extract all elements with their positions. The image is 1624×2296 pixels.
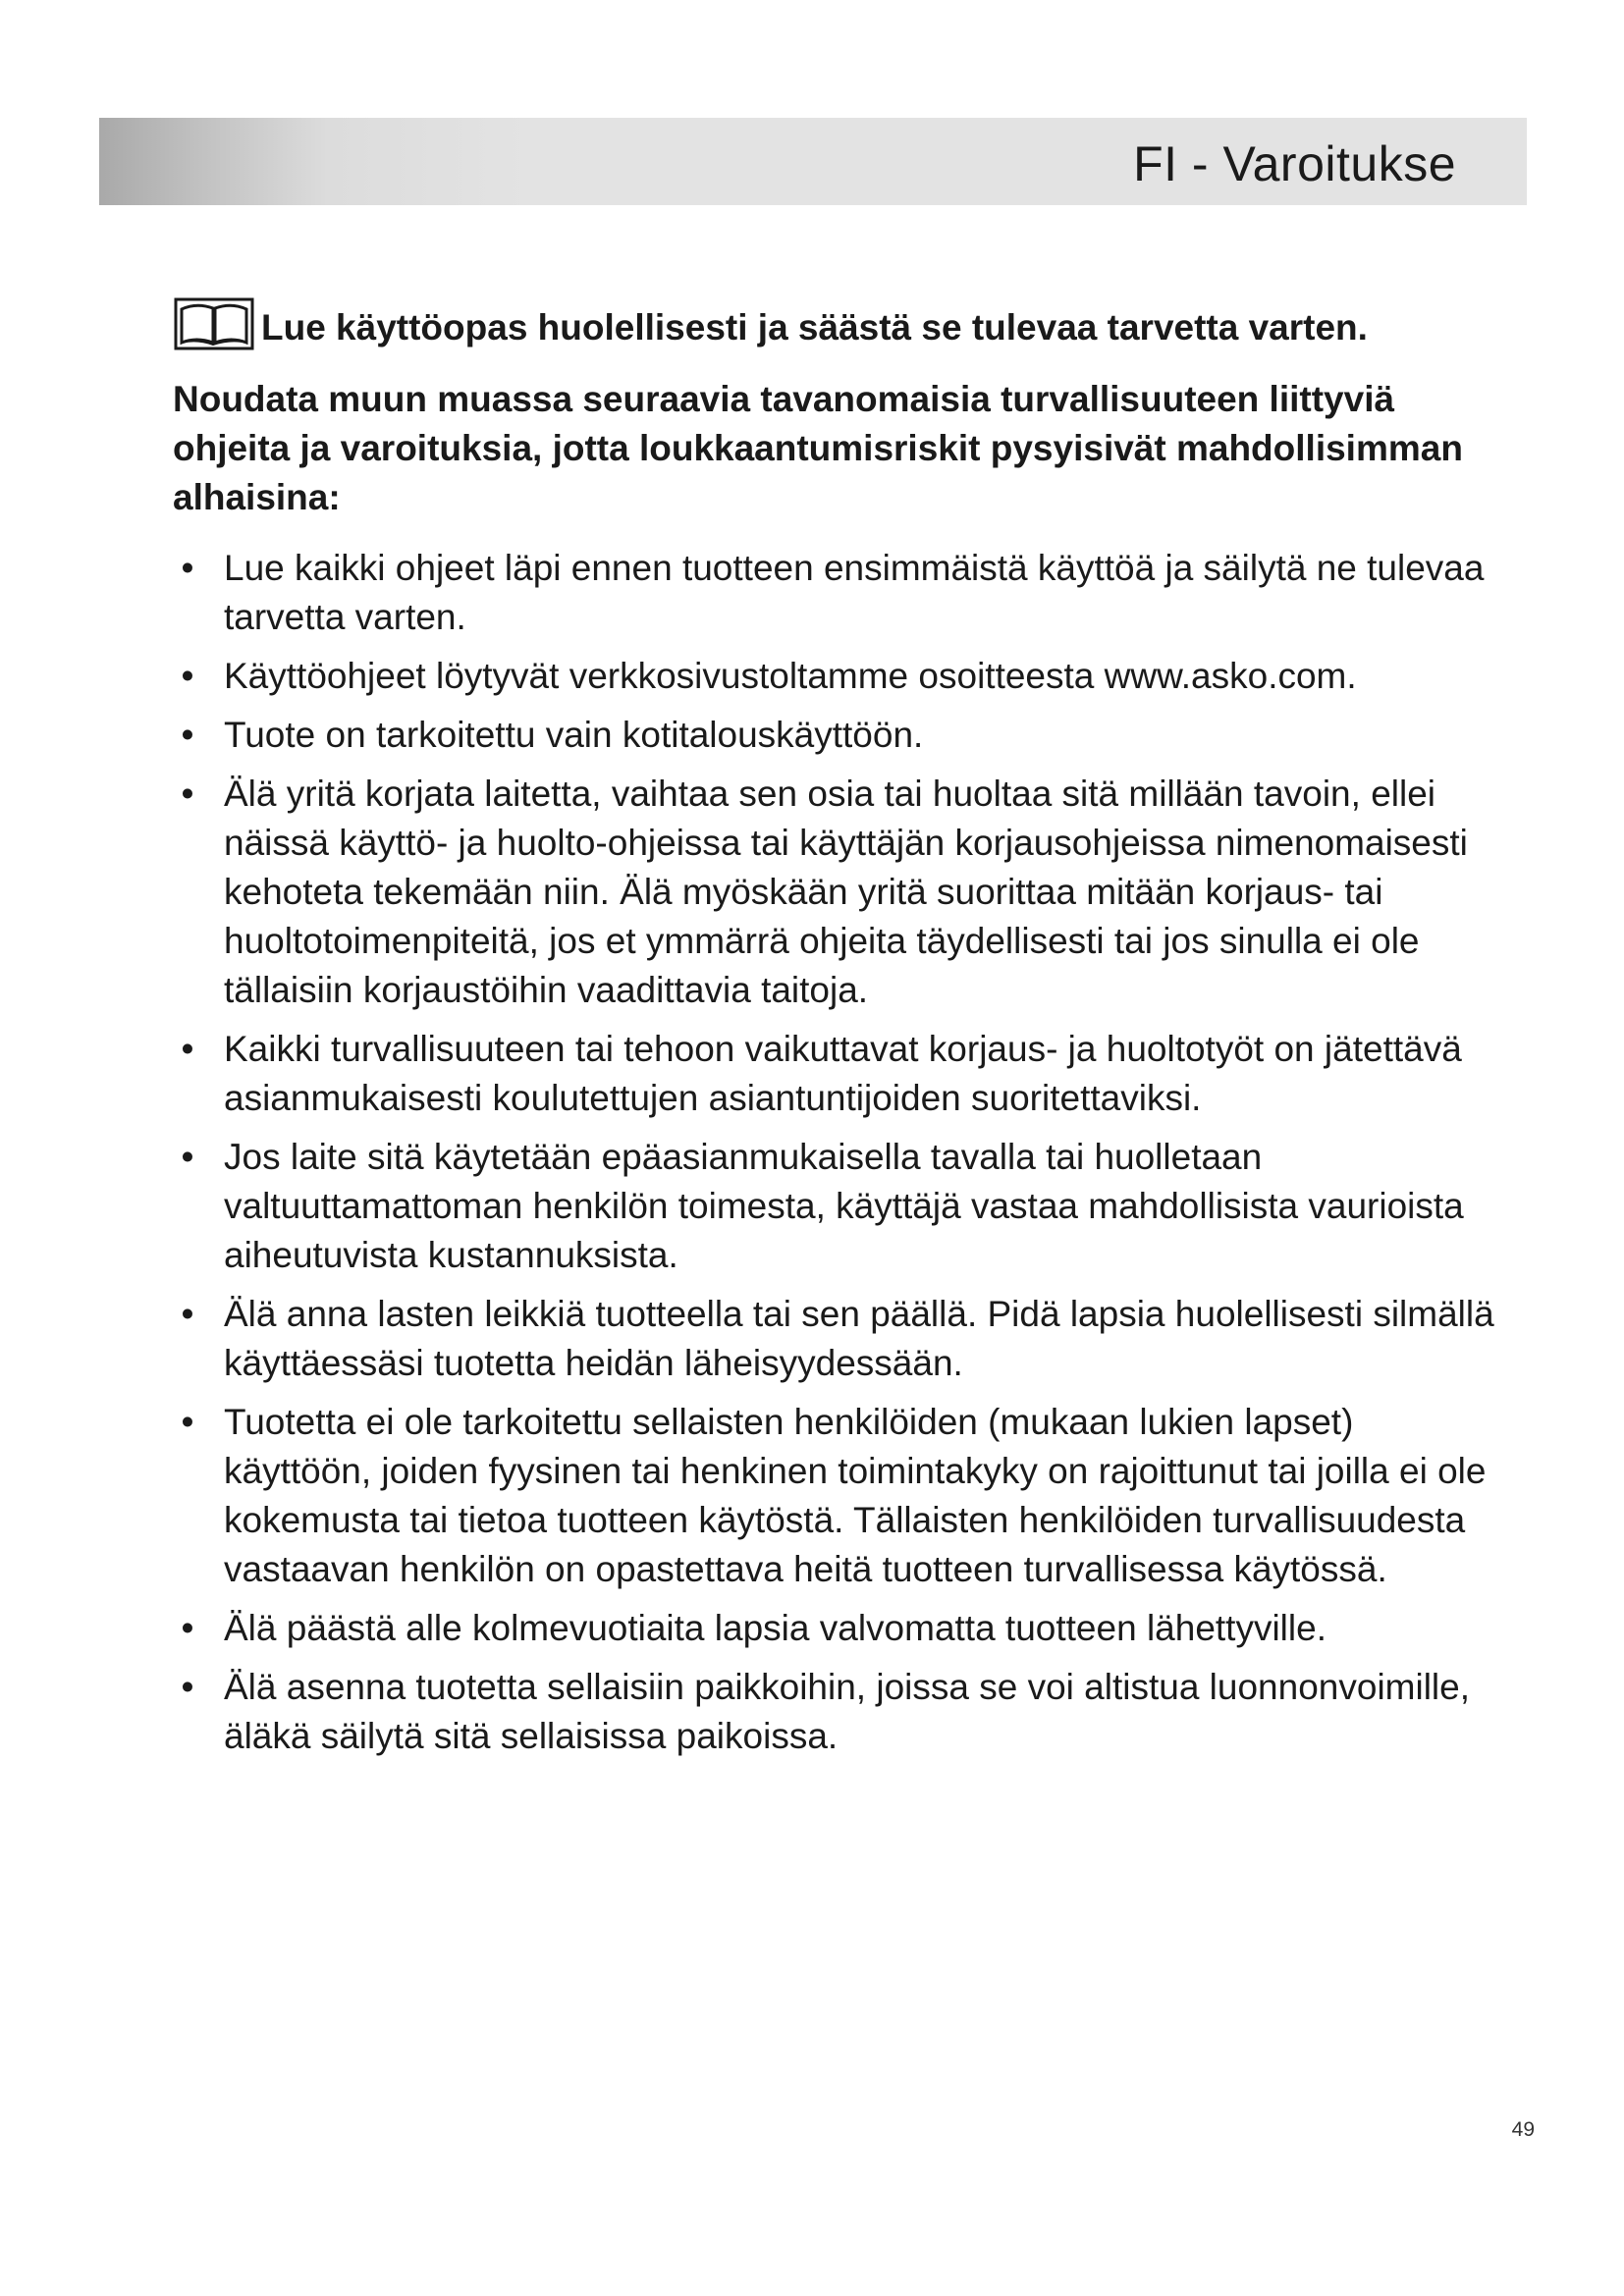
bullet: • [181, 1402, 194, 1442]
list-item-text: Käyttöohjeet löytyvät verkkosivustoltamme osoitteesta www.asko.com. [224, 656, 1357, 696]
list-item [173, 1133, 1498, 1280]
bullet: • [181, 1137, 194, 1177]
list-item [173, 711, 1498, 760]
header-band [99, 118, 1527, 205]
list-item-text: Älä asenna tuotetta sellaisiin paikkoihin, joissa se voi altistua luonnonvoimille, äläkä säilytä sitä sellaisissa paikoissa. [224, 1667, 1471, 1756]
bullet: • [181, 1667, 194, 1707]
list-item [173, 652, 1498, 701]
book-icon [173, 296, 255, 351]
bullet: • [181, 1029, 194, 1069]
list-item [173, 770, 1498, 1015]
bullet: • [181, 774, 194, 814]
bullet: • [181, 656, 194, 696]
list-item [173, 544, 1498, 642]
page-number: 49 [1511, 2118, 1535, 2141]
list-item-text: Älä yritä korjata laitetta, vaihtaa sen osia tai huoltaa sitä millään tavoin, ellei näissä käyttö- ja huolto-ohjeissa tai käyttäjän korjausohjeissa nimenomaisesti kehoteta tekemään niin. Älä myöskään yritä suorittaa mitään korjaus- tai huoltotoimenpiteitä, jos et ymmärrä ohjeita täydellisesti tai jos sinulla ei ole tällaisiin korjaustöihin vaadittavia taitoja. [224, 774, 1468, 1010]
list-item [173, 1604, 1498, 1653]
list-item-text: Älä päästä alle kolmevuotiaita lapsia valvomatta tuotteen lähettyville. [224, 1608, 1326, 1648]
lead-heading: Noudata muun muassa seuraavia tavanomaisia turvallisuuteen liittyviä ohjeita ja varoituksia, jotta loukkaantumisriskit pysyisivät mahdollisimman alhaisina: [173, 379, 1463, 517]
bullet: • [181, 715, 194, 755]
list-item-text: Tuotetta ei ole tarkoitettu sellaisten henkilöiden (mukaan lukien lapset) käyttöön, joiden fyysinen tai henkinen toimintakyky on rajoittunut tai joilla ei ole kokemusta tai tietoa tuotteen käytöstä. Tällaisten henkilöiden turvallisuudesta vastaavan henkilön on opastettava heitä tuotteen turvallisessa käytössä. [224, 1402, 1487, 1589]
intro-text: Lue käyttöopas huolellisesti ja säästä se tulevaa tarvetta varten. [261, 307, 1368, 347]
bullet: • [181, 1608, 194, 1648]
content [173, 296, 1498, 1771]
list-item-text: Kaikki turvallisuuteen tai tehoon vaikuttavat korjaus- ja huoltotyöt on jätettävä asianmukaisesti koulutettujen asiantuntijoiden suoritettaviksi. [224, 1029, 1462, 1118]
warning-list [173, 544, 1498, 1761]
list-item-text: Tuote on tarkoitettu vain kotitalouskäyttöön. [224, 715, 924, 755]
list-item [173, 1290, 1498, 1388]
bullet: • [181, 1294, 194, 1334]
list-item [173, 1663, 1498, 1761]
list-item [173, 1025, 1498, 1123]
bullet: • [181, 548, 194, 588]
list-item-text: Lue kaikki ohjeet läpi ennen tuotteen ensimmäistä käyttöä ja säilytä ne tulevaa tarvetta varten. [224, 548, 1485, 637]
intro [173, 296, 1498, 353]
list-item-text: Älä anna lasten leikkiä tuotteella tai sen päällä. Pidä lapsia huolellisesti silmällä käyttäessäsi tuotetta heidän läheisyydessään. [224, 1294, 1494, 1383]
list-item-text: Jos laite sitä käytetään epäasianmukaisella tavalla tai huolletaan valtuuttamattoman henkilön toimesta, käyttäjä vastaa mahdollisista vaurioista aiheutuvista kustannuksista. [224, 1137, 1464, 1275]
list-item [173, 1398, 1498, 1594]
page-title: FI - Varoitukse [1133, 136, 1456, 191]
